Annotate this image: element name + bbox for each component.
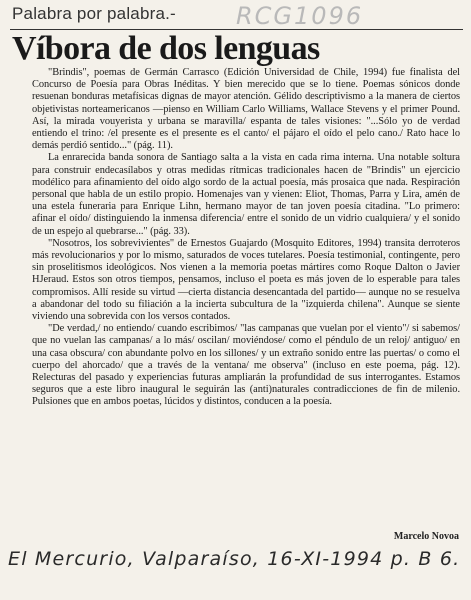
archive-stamp: RCG1096	[236, 2, 364, 30]
author-byline: Marcelo Novoa	[393, 531, 459, 542]
section-label: Palabra por palabra.-	[12, 4, 176, 23]
handwritten-source-note: El Mercurio, Valparaíso, 16-XI-1994 p. B 6.	[8, 548, 461, 570]
article-body	[32, 67, 460, 409]
paragraph-2: La enrarecida banda sonora de Santiago salta a la vista en cada rima interna. Una notable soltura para construir endecasílabos y otras medidas rítmicas tradicionales hacen de "Brindis" un ejercicio modélico para afinamiento del oído algo sordo de la actual poesía, más prosaica que nada. Respiración personal que habla de un estilo propio. Homenajes van y vienen: Eliot, Thomas, Parra y Lira, amén de una estela funeraria para Enrique Lihn, hermano mayor de tan joven poesía citadina. "Lo primero: afinar el oído/ distinguiendo la inmensa diferencia/ entre el sonido de un vidrio cualquiera/ y el sonido de un espejo al quebrarse..." (pág. 33).	[32, 152, 460, 237]
paragraph-3: "Nosotros, los sobrevivientes" de Ernestos Guajardo (Mosquito Editores, 1994) transita derroteros más revolucionarios y por lo mismo, saturados de voces tutelares. Poesía testimonial, contingente, pero sin proselitismos ideológicos. Nos vienen a la memoria poetas mártires como Roque Dalton o Javier HJeraud. Estos son otros tiempos, pensamos, incluso el poeta es más joven de lo esperable para tales compromisos. Allí reside su virtud —cierta distancia desencantada del partido— aunque no se resuelva a abandonar del todo su filiación a la incierta subcultura de la "izquierda chilena". Aunque se siente viviendo una sobrevida con los versos contados.	[32, 237, 460, 323]
paragraph-1: "Brindis", poemas de Germán Carrasco (Edición Universidad de Chile, 1994) fue finalista del Concurso de Poesía para Obras Inéditas. Y bien merecido que se lo tiene. Poemas sónicos donde resuenan bonduras metafísicas dignas de mayor atención. Gélido descriptivismo a la manera de ciertos objetivistas norteamericanos —pienso en William Carlo Williams, Wallace Stevens y el primer Pound. Así, la mirada vouyerista y urbana se maravilla/ espanta de tales visiones: "...Sólo yo de verdad entiendo el trino: /el presente es el presente es el canto/ el pájaro el oído el pelo cano./ Rato hace lo demás perdió sentido..." (pág. 11).	[32, 67, 460, 152]
paragraph-4: "De verdad,/ no entiendo/ cuando escribimos/ "las campanas que vuelan por el viento"/ si sabemos/ que no vuelan las campanas/ a lo más/ oscilan/ moviéndose/ como el péndulo de un reloj/ antiguo/ en una casa obscura/ con abundante polvo en los sillones/ y un extraño sonido entre las puertas/ o como el cuerpo del ahorcado/ que a través de la ventana/ me observa" (incluso en este poema, pág. 12). Relecturas del pasado y experiencias futuras ampliarán la profundidad de sus interrogantes. Estamos seguros que a este libro inaugural le seguirán las (anti)naturales contradicciones de fin de milenio. Pulsiones que en ambos poetas, lúcidos y distintos, conducen a la poesía.	[32, 323, 460, 408]
article-headline: Víbora de dos lenguas	[12, 30, 320, 67]
